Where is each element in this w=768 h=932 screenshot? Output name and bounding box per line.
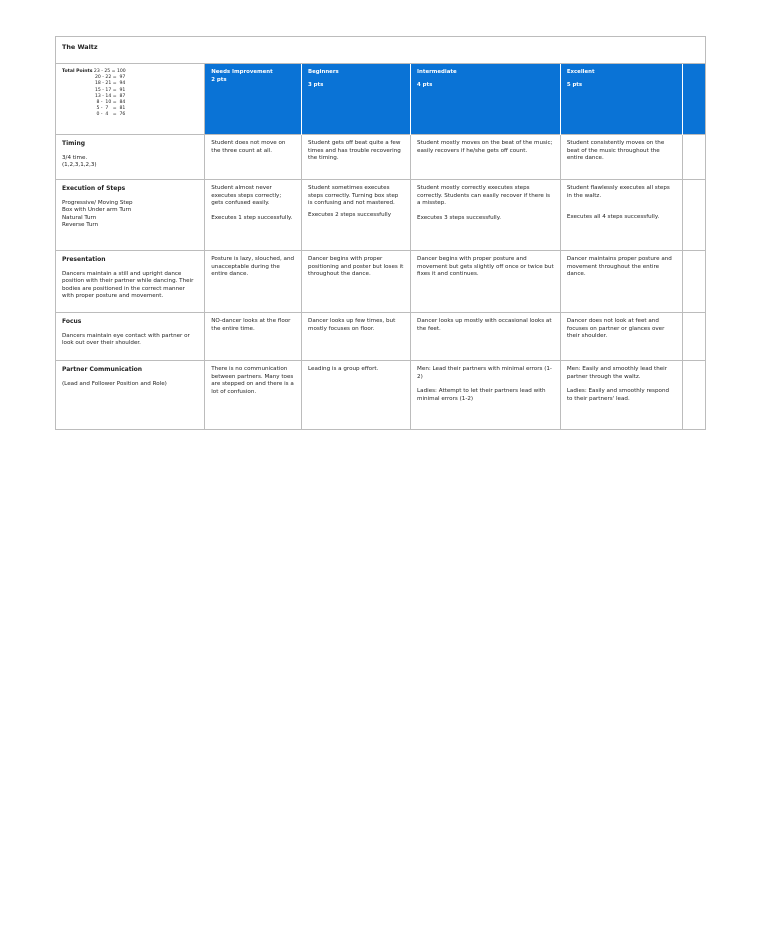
- scale-line: 13 - 14 = 87: [95, 93, 126, 99]
- criterion-title: Execution of Steps: [62, 185, 126, 192]
- score-cell: [205, 180, 302, 251]
- cell-text: Student gets off beat quite a few times and has trouble recovering the timing.: [308, 140, 401, 162]
- cell-text: Dancer looks up mostly with occasional looks at the feet.: [417, 318, 552, 332]
- criterion-desc: Dancers maintain a still and upright dance position with their partner while dancing. Their bodies are positioned in the correct manner with proper posture and movement.: [62, 270, 194, 300]
- criterion-cell: [56, 135, 205, 180]
- cell-text: Dancer looks up few times, but mostly focuses on floor.: [308, 318, 396, 332]
- level-blank: [683, 64, 705, 135]
- cell-text: Dancer maintains proper posture and movement throughout the entire dance.: [566, 256, 672, 278]
- score-cell: [205, 135, 302, 180]
- score-cell: [302, 361, 411, 429]
- scale-line: 20 - 22 = 97: [95, 75, 126, 81]
- rubric-table: [55, 36, 706, 430]
- cell-text: Dancer begins with proper posture and movement but gets slightly off once or twice but fixes it and continues.: [417, 256, 554, 278]
- cell-text: Ladies: Attempt to let their partners lead with minimal errors (1-2): [417, 388, 546, 402]
- criterion-desc: Natural Turn: [62, 214, 97, 221]
- level-points: 3 pts: [308, 81, 324, 88]
- criterion-desc: Dancers maintain eye contact with partner or look out over their shoulder.: [62, 332, 190, 347]
- score-cell: [560, 361, 682, 429]
- score-cell: [411, 251, 561, 313]
- level-points: 5 pts: [566, 81, 583, 88]
- score-cell: [560, 135, 682, 180]
- cell-text: Dancer begins with proper positioning and poster but loses it throughout the dance.: [308, 256, 404, 278]
- cell-text: Student mostly correctly executes steps correctly. Students can easily recover if there is a misstep.: [417, 185, 551, 207]
- criterion-cell: [56, 251, 205, 313]
- level-points: 4 pts: [417, 81, 433, 88]
- score-cell: [302, 180, 411, 251]
- score-blank: [683, 361, 705, 429]
- score-blank: [683, 180, 705, 251]
- level-name: Excellent: [566, 69, 595, 75]
- level-needs-improvement: [205, 64, 302, 135]
- cell-text: Student sometimes executes steps correctly. Turning box step is confusing and not mastered.: [308, 185, 399, 207]
- criterion-title: Presentation: [62, 256, 106, 263]
- cell-text: Men: Easily and smoothly lead their partner through the waltz.: [566, 366, 668, 380]
- cell-text: Ladies: Easily and smoothly respond to their partners' lead.: [566, 388, 670, 402]
- scale-line: 18 - 21 = 94: [95, 81, 126, 87]
- score-blank: [683, 251, 705, 313]
- criterion-desc: (1,2,3,1,2,3): [62, 162, 97, 169]
- total-points-scale: [62, 69, 198, 119]
- criterion-row-partner: [56, 361, 705, 429]
- score-cell: [205, 313, 302, 361]
- level-intermediate: [411, 64, 561, 135]
- criterion-cell: [56, 313, 205, 361]
- cell-text: Leading is a group effort.: [308, 366, 379, 372]
- criterion-title: Partner Communication: [62, 366, 143, 373]
- level-name: Needs Improvement: [211, 69, 273, 75]
- score-cell: [560, 313, 682, 361]
- score-cell: [411, 135, 561, 180]
- scale-line: 23 - 25 = 100: [93, 69, 126, 74]
- cell-text: Executes 3 steps successfully.: [417, 214, 502, 221]
- scale-line: 5 - 7 = 81: [95, 106, 126, 112]
- cell-text: Student mostly moves on the beat of the music; easily recovers if he/she gets off count.: [417, 140, 553, 154]
- score-cell: [302, 135, 411, 180]
- score-cell: [411, 180, 561, 251]
- cell-text: Student flawlessly executes all steps in the waltz.: [566, 185, 670, 199]
- level-points: 2 pts: [211, 76, 227, 83]
- score-cell: [411, 361, 561, 429]
- criterion-cell: [56, 180, 205, 251]
- score-blank: [683, 313, 705, 361]
- criterion-row-presentation: [56, 251, 705, 313]
- rubric-grid: [56, 64, 705, 429]
- level-name: Beginners: [308, 69, 339, 75]
- cell-text: Executes 2 steps successfully: [308, 211, 392, 218]
- score-cell: [560, 251, 682, 313]
- level-excellent: [560, 64, 682, 135]
- criterion-cell: [56, 361, 205, 429]
- criterion-title: Focus: [62, 318, 82, 325]
- cell-text: There is no communication between partners. Many toes are stepped on and there is a lot of confusion.: [211, 366, 294, 395]
- criterion-title: Timing: [62, 140, 86, 147]
- rubric-title: The Waltz: [56, 37, 705, 64]
- criterion-desc: 3/4 time.: [62, 154, 88, 161]
- scale-line: 8 - 10 = 84: [95, 100, 126, 106]
- score-cell: [302, 313, 411, 361]
- criterion-desc: Box with Under arm Turn: [62, 207, 132, 214]
- scale-line: 0 - 4 = 76: [95, 112, 126, 118]
- level-beginners: [302, 64, 411, 135]
- score-cell: [560, 180, 682, 251]
- criterion-row-timing: [56, 135, 705, 180]
- cell-text: Dancer does not look at feet and focuses on partner or glances over their shoulder.: [566, 318, 665, 340]
- level-name: Intermediate: [417, 69, 457, 75]
- criterion-desc: Progressive/ Moving Step: [62, 199, 133, 206]
- score-cell: [205, 251, 302, 313]
- scale-line: 15 - 17 = 91: [95, 87, 126, 93]
- cell-text: Student consistently moves on the beat of the music throughout the entire dance.: [566, 140, 665, 162]
- score-blank: [683, 135, 705, 180]
- total-points-cell: [56, 64, 205, 135]
- cell-text: Student does not move on the three count at all.: [211, 140, 286, 154]
- criterion-row-execution: [56, 180, 705, 251]
- criterion-desc: (Lead and Follower Position and Role): [62, 380, 167, 387]
- cell-text: Executes all 4 steps successfully.: [566, 214, 660, 221]
- header-row: [56, 64, 705, 135]
- score-cell: [411, 313, 561, 361]
- criterion-row-focus: [56, 313, 705, 361]
- cell-text: Men: Lead their partners with minimal errors (1-2): [417, 366, 552, 380]
- cell-text: Posture is lazy, slouched, and unacceptable during the entire dance.: [211, 256, 295, 278]
- score-cell: [302, 251, 411, 313]
- cell-text: NO-dancer looks at the floor the entire time.: [211, 318, 291, 332]
- total-points-label: Total Points: [62, 69, 93, 74]
- score-cell: [205, 361, 302, 429]
- cell-text: Student almost never executes steps correctly; gets confused easily.: [211, 185, 282, 207]
- criterion-desc: Reverse Turn: [62, 222, 99, 229]
- cell-text: Executes 1 step successfully.: [211, 214, 293, 221]
